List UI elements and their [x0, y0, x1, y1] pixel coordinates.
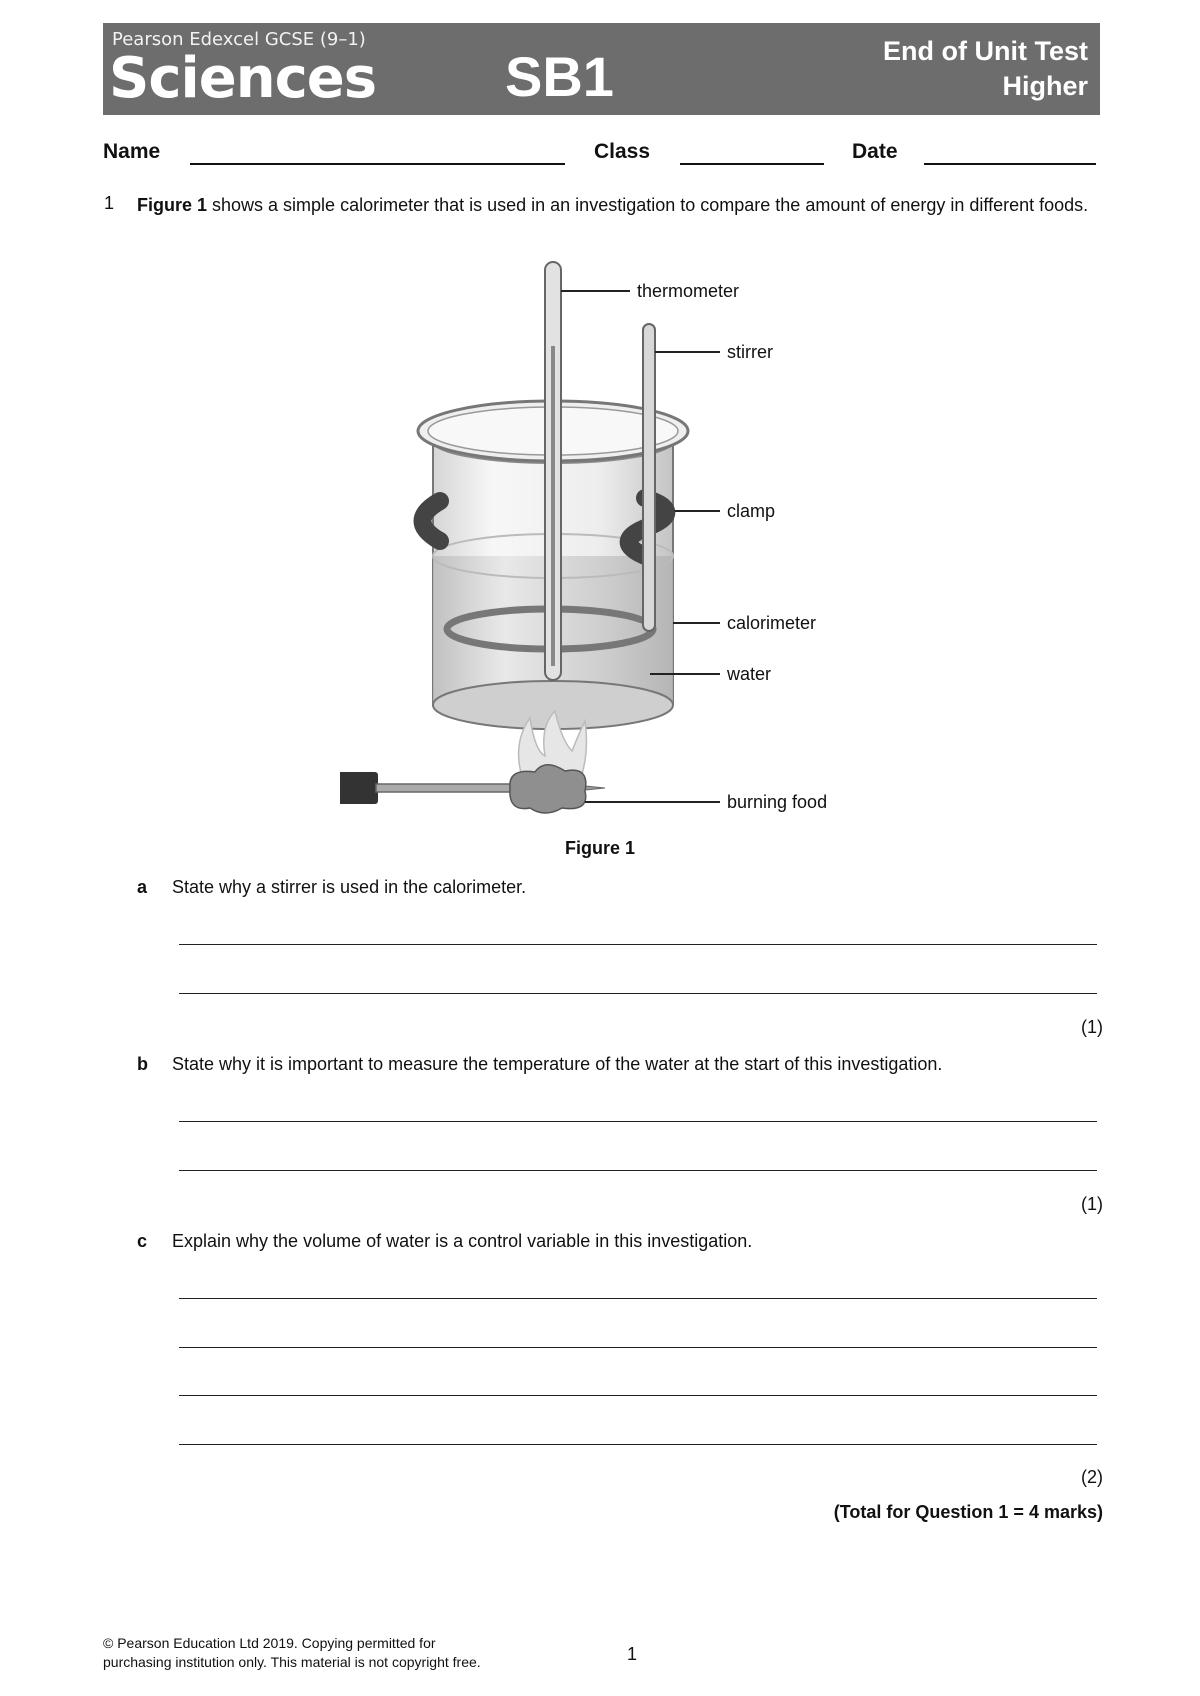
- copyright-line-1: © Pearson Education Ltd 2019. Copying permitted for: [103, 1635, 436, 1651]
- date-field[interactable]: [924, 163, 1096, 165]
- brand-logo-text: Sciences: [109, 46, 377, 111]
- burning-food-holder: [340, 765, 605, 813]
- part-b-marks: (1): [1081, 1194, 1103, 1214]
- header-banner: [103, 23, 1100, 115]
- calorimeter-label: calorimeter: [727, 613, 817, 633]
- part-c-answer-line-2[interactable]: [179, 1347, 1097, 1348]
- class-field[interactable]: [680, 163, 824, 165]
- name-label: Name: [103, 140, 161, 163]
- unit-code: SB1: [505, 45, 614, 108]
- part-b-answer-line-1[interactable]: [179, 1121, 1097, 1122]
- figure-reference: Figure 1: [137, 195, 208, 215]
- part-c-answer-line-3[interactable]: [179, 1395, 1097, 1396]
- class-label: Class: [594, 140, 651, 163]
- thermometer-label: thermometer: [637, 281, 740, 301]
- figure-caption: Figure 1: [564, 838, 635, 858]
- test-title-line1: End of Unit Test: [883, 36, 1088, 66]
- test-title: [883, 34, 1088, 104]
- brand-subtitle: Pearson Edexcel GCSE (9–1): [112, 29, 366, 50]
- page-number: 1: [627, 1644, 638, 1664]
- stirrer-label: stirrer: [727, 342, 773, 362]
- part-b-letter: b: [137, 1054, 148, 1074]
- part-a-answer-line-2[interactable]: [179, 993, 1097, 994]
- question-number: 1: [104, 193, 115, 213]
- part-a-text: State why a stirrer is used in the calorimeter.: [172, 877, 527, 897]
- name-field[interactable]: [190, 163, 565, 165]
- calorimeter-figure: [340, 256, 880, 816]
- thermometer: [545, 262, 561, 680]
- part-c-marks: (2): [1081, 1467, 1103, 1487]
- part-a-letter: a: [137, 877, 148, 897]
- part-a-marks: (1): [1081, 1017, 1103, 1037]
- part-b-text: State why it is important to measure the temperature of the water at the start of this investigation.: [172, 1054, 943, 1074]
- question-stem: [137, 193, 1092, 217]
- copyright-notice: [103, 1634, 573, 1672]
- date-label: Date: [852, 140, 898, 163]
- test-title-line2: Higher: [1002, 71, 1088, 101]
- part-c-answer-line-1[interactable]: [179, 1298, 1097, 1299]
- burning-food-label: burning food: [727, 792, 828, 812]
- copyright-line-2: purchasing institution only. This material is not copyright free.: [103, 1654, 481, 1670]
- part-c-answer-line-4[interactable]: [179, 1444, 1097, 1445]
- part-c-text: Explain why the volume of water is a control variable in this investigation.: [172, 1231, 753, 1251]
- question-total-marks: (Total for Question 1 = 4 marks): [833, 1502, 1103, 1522]
- part-a-answer-line-1[interactable]: [179, 944, 1097, 945]
- part-b-answer-line-2[interactable]: [179, 1170, 1097, 1171]
- question-stem-text: shows a simple calorimeter that is used in an investigation to compare the amount of energy in different foods.: [207, 195, 1089, 215]
- part-c-letter: c: [137, 1231, 148, 1251]
- clamp-label: clamp: [727, 501, 776, 521]
- water-label: water: [727, 664, 772, 684]
